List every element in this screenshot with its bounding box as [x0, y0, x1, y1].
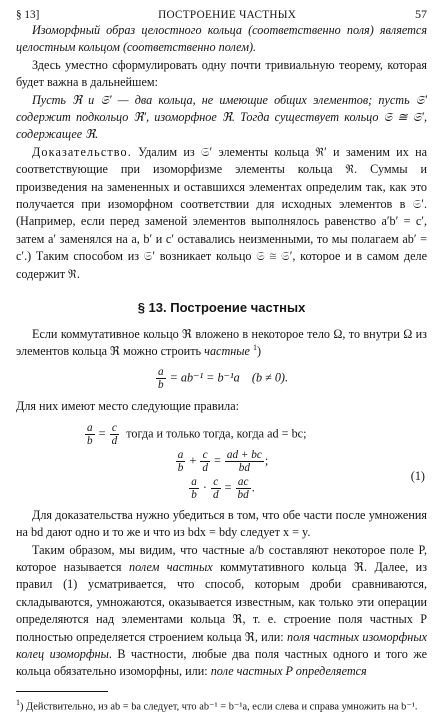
fraction-denominator: d — [111, 434, 118, 447]
fraction-denominator: b — [87, 434, 93, 447]
text-run: Таким образом, мы видим, что частные a/b составляют некоторое поле P, которое называется — [16, 542, 427, 574]
equals-sign: = — [98, 426, 106, 441]
running-header — [16, 6, 427, 22]
header-title: ПОСТРОЕНИЕ ЧАСТНЫХ — [158, 9, 297, 21]
rule-equality-text: тогда и только тогда, когда ad = bc; — [126, 426, 307, 441]
footnote-divider — [16, 691, 108, 692]
punctuation: . — [251, 480, 255, 495]
equation-quotient-definition — [16, 366, 427, 391]
quotients-intro-text: Если коммутативное кольцо ℜ вложено в некоторое тело Ω, то внутри Ω из элементов кольца ℜ можно строить — [16, 326, 427, 358]
fraction-denominator: b — [157, 379, 164, 392]
footnote — [16, 696, 427, 713]
fraction-denominator: d — [212, 488, 219, 501]
rule-multiplication — [16, 476, 427, 501]
fraction — [225, 449, 264, 474]
equation-number: (1) — [410, 468, 425, 483]
paragraph-proof — [16, 144, 427, 283]
fraction-denominator: b — [177, 461, 184, 474]
fraction-numerator: a — [87, 421, 93, 434]
term-field-determined: поле частных P определяется — [210, 664, 367, 679]
fraction-numerator: ac — [236, 476, 251, 489]
fraction-numerator: ad + bc — [226, 448, 262, 461]
plus-sign: + — [189, 453, 197, 468]
paragraph-theorem-intro: Здесь уместно сформулировать одну почти тривиальную теорему, которая будет важна в дальнейшем: — [16, 57, 427, 90]
section-heading: § 13. Построение частных — [137, 300, 306, 316]
text-run: . В частности, любые два поля частных одного и того же кольца обязательно изоморфны, или: — [16, 646, 427, 679]
fraction-numerator: c — [110, 422, 120, 435]
text-run: коммутативного кольца ℜ. Далее, из правил (1) усматривается, что способ, которым дроби сравниваются, складываются, умножаются, оказывается известным, как только эти операции определяются над элементами кольца ℜ, т. е. строение поля частных P полностью определяется строением кольца ℜ, или: — [16, 559, 428, 644]
footnote-mark: 1 — [253, 342, 258, 352]
paragraph-proof-hint: Для доказательства нужно убедиться в том, что обе части после умножения на bd дают одно и то же и что из bdx = bdy следует x = y. — [16, 507, 427, 540]
fraction — [189, 476, 199, 501]
equals-sign: = — [214, 453, 221, 468]
fraction-denominator: bd — [237, 488, 249, 501]
fraction-numerator: c — [211, 476, 221, 489]
footnote-text: ) Действительно, из ab = ba следует, что ab⁻¹ = b⁻¹a, если слева и справа умножить на b⁻¹. — [20, 701, 418, 713]
term-isomorphic-fields: поля частных изоморфных колец изоморфны — [16, 629, 427, 661]
fraction — [176, 449, 186, 474]
multiply-sign: · — [202, 480, 207, 495]
term-field-of-quotients: полем частных — [128, 559, 213, 574]
equation-rest: = ab⁻¹ = b⁻¹a (b ≠ 0). — [169, 370, 289, 385]
fraction-numerator: a — [177, 448, 184, 461]
paragraph-isomorphic-image: Изоморфный образ целостного кольца (соответственно поля) является целостным кольцом (соответственно полем). — [16, 23, 427, 55]
fraction-numerator: a — [191, 475, 197, 488]
page-number: 57 — [415, 7, 427, 21]
header-section-ref: § 13] — [16, 9, 40, 21]
paragraph-quotients-intro — [16, 326, 427, 361]
rule-addition — [16, 449, 427, 474]
fraction-denominator: bd — [238, 461, 250, 474]
fraction-denominator: d — [202, 461, 208, 474]
fraction-numerator: a — [157, 366, 164, 379]
footnote-mark-paren: ) — [257, 343, 262, 358]
fraction — [85, 422, 95, 447]
fraction — [236, 476, 251, 501]
rule-equality — [16, 422, 427, 447]
paragraph-rules-intro: Для них имеют место следующие правила: — [16, 399, 240, 414]
proof-body: Удалим из 𝔖′ элементы кольца ℜ′ и заменим их на соответствующие при изоморфизме элементы кольца ℜ. Суммы и произведения на замененных и оставшихся элементах определим так, как это получается при изоморфном соответствии для исходных элементов в 𝔖′. (Например, если перед заменой элементов выполнялось равенство a′b′ = c′, затем a′ заменялся на a, b′ и c′ оставались неизменными, то мы полагаем ab′ = c′.) Таким способом из 𝔖′ возникает кольцо 𝔖 ≅ 𝔖′, которое и в самом деле содержит ℜ. — [16, 144, 427, 281]
punctuation: ; — [264, 453, 269, 468]
rules-block — [16, 422, 427, 501]
paragraph-theorem-statement: Пусть ℜ и 𝔖′ — два кольца, не имеющие общих элементов; пусть 𝔖′ содержит подкольцо ℜ′, изоморфное ℜ. Тогда существует кольцо 𝔖 ≅ 𝔖′, содержащее ℜ. — [16, 92, 427, 142]
proof-label: Доказательство. — [32, 144, 132, 159]
paragraph-field-of-quotients — [16, 542, 427, 681]
fraction — [110, 422, 120, 447]
fraction — [211, 476, 221, 501]
equals-sign: = — [224, 480, 232, 495]
fraction-numerator: c — [200, 449, 210, 462]
term-quotients: частные — [204, 343, 250, 358]
fraction-denominator: b — [191, 488, 197, 501]
fraction — [156, 366, 166, 391]
fraction — [200, 449, 210, 474]
footnote-number: 1 — [16, 697, 20, 707]
